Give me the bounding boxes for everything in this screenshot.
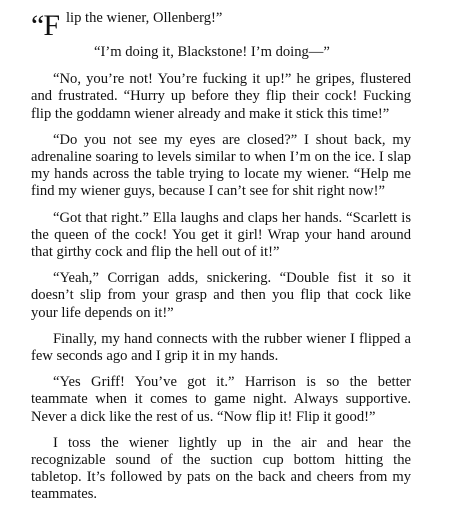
paragraph: Finally, my hand connects with the rubber wiener I flipped a few seconds ago and I grip it in my hands. xyxy=(31,330,411,365)
paragraph: “Do you not see my eyes are closed?” I shout back, my adrenaline soaring to levels similar to when I’m on the ice. I slap my hands across the table trying to locate my wiener. “Help me find my wiener guys, because I can’t see for shit right now!” xyxy=(31,131,411,200)
document-page xyxy=(31,10,411,513)
paragraph-text: lip the wiener, Ollenberg!” xyxy=(66,10,223,26)
drop-cap: “F xyxy=(31,10,59,40)
paragraph: “Yeah,” Corrigan adds, snickering. “Double fist it so it doesn’t slip from your grasp and then you flip that cock like your life depends on it!” xyxy=(31,270,411,321)
paragraph: “I’m doing it, Blackstone! I’m doing—” xyxy=(94,44,330,60)
paragraph: “Yes Griff! You’ve got it.” Harrison is so the better teammate when it comes to game night. Always supportive. Never a dick like the rest of us. “Now flip it! Flip it good!” xyxy=(31,374,411,425)
paragraph-opening xyxy=(31,10,411,40)
paragraph: “Got that right.” Ella laughs and claps her hands. “Scarlett is the queen of the cock! You get it girl! Wrap your hand around that girthy cock and flip the hell out of it!” xyxy=(31,209,411,261)
paragraph: “No, you’re not! You’re fucking it up!” he gripes, flustered and frustrated. “Hurry up before they flip their cock! Fucking flip the goddamn wiener already and make it stick this time!” xyxy=(31,71,411,122)
paragraph: I toss the wiener lightly up in the air and hear the recognizable sound of the suction cup bottom hitting the tabletop. It’s followed by pats on the back and cheers from my teammates. xyxy=(31,434,411,503)
